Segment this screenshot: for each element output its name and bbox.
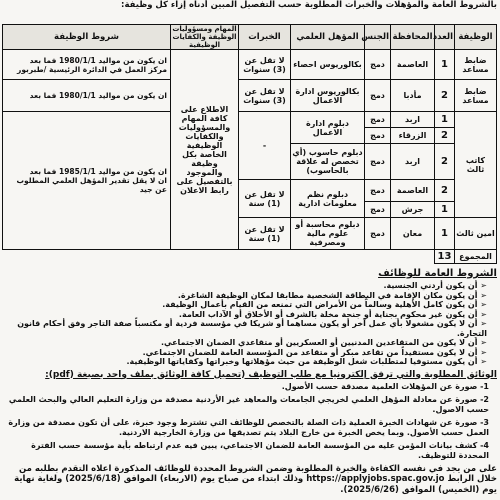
- header-conditions: شروط الوظيفة: [3, 25, 171, 50]
- list-item: 1- صورة عن المؤهلات العلمية مصدقة حسب الأصول.: [281, 381, 489, 391]
- list-item: ➢ أن يكون أردني الجنسية.: [3, 281, 487, 291]
- job-cell: امين ثالث: [455, 218, 497, 250]
- condition-cell: ان يكون من مواليد 1980/1/1 فما بعد: [3, 80, 171, 112]
- gender-cell: دمج: [365, 144, 391, 180]
- intro-text: بالشروط العامة والمؤهلات والخبرات المطلوبة حسب التفصيل المبين أدناه إزاء كل وظيفة:: [121, 0, 497, 10]
- table-header-row: [3, 25, 497, 50]
- application-instructions: على من يجد في نفسه الكفاءة والخبرة المطلوبة وضمن الشروط المحددة للوظائف المذكورة اعلاه التقدم بطلبه من خلال الرابط https://applyjobs.spac.gov.jo وذلك ابتداء من صباح يوم (الاربعاء) الموافق (2025/6/18) ولغاية نهاية يوم (الخميس) الموافق (2025/6/26).: [14, 463, 497, 495]
- header-gender: الجنس: [365, 25, 391, 50]
- experience-cell: لا تقل عن (1) سنة: [239, 180, 291, 218]
- general-conditions-title: الشروط العامة للوظائف: [378, 268, 497, 279]
- gender-cell: دمج: [365, 202, 391, 218]
- list-item: ➢ أن يكون مستوفيا لمتطلبات شغل الوظيفة من حيث مؤهلاتها وخبراتها وكفاياتها الوظيفية.: [3, 357, 487, 367]
- count-cell: 1: [435, 112, 455, 128]
- table-row: [3, 112, 497, 128]
- job-cell: ضابط مساعد: [455, 50, 497, 80]
- total-value: 13: [435, 250, 455, 264]
- header-tasks: المهام ومسؤوليات الوظيفة والكفايات الوظيفية: [172, 25, 237, 49]
- gender-cell: دمج: [365, 80, 391, 112]
- header-experience: الخبرات: [239, 25, 291, 50]
- header-qualification: المؤهل العلمي: [291, 25, 365, 50]
- documents-title: الوثائق المطلوبة والتي ترفق إلكترونيا مع طلب التوظيف (تحميل كافة الوثائق بملف واحد بصيغة (pdf):: [45, 369, 497, 380]
- count-cell: 2: [435, 128, 455, 144]
- list-item: ➢ أن يكون غير محكوم بجناية أو جنحة مخلة بالشرف أو الأخلاق أو الآداب العامة.: [3, 310, 487, 320]
- count-cell: 1: [435, 50, 455, 80]
- experience-cell: لا تقل عن (3) سنوات: [239, 80, 291, 112]
- jobs-table: [2, 24, 497, 264]
- count-cell: 2: [435, 80, 455, 112]
- governorate-cell: العاصمة: [391, 180, 435, 202]
- gender-cell: دمج: [365, 128, 391, 144]
- job-cell: كاتب ثالث: [455, 112, 497, 218]
- gender-cell: دمج: [365, 50, 391, 80]
- header-count: العدد: [435, 25, 455, 50]
- count-cell: 1: [435, 202, 455, 218]
- condition-cell: ان يكون من مواليد 1980/1/1 فما بعد مركز العمل في الدائرة الرئيسية /طبربور: [3, 50, 171, 80]
- count-cell: 2: [435, 180, 455, 202]
- qualification-cell: دبلوم ادارة الاعمال: [291, 112, 365, 144]
- governorate-cell: مأدبا: [391, 80, 435, 112]
- governorate-cell: جرش: [391, 202, 435, 218]
- governorate-cell: الزرقاء: [391, 128, 435, 144]
- tasks-cell: الاطلاع على كافة المهام والمسؤوليات والكفايات الوظيفية الخاصة بكل وظيفة والموجود بالتفصيل على رابط الاعلان: [171, 50, 239, 250]
- header-job: الوظيفة: [455, 25, 497, 50]
- governorate-cell: اربد: [391, 144, 435, 180]
- experience-cell: لا تقل عن (1) سنة: [239, 218, 291, 250]
- list-item: ➢ أن لا يكون من المتقاعدين المدنيين أو العسكريين أو متقاعدي الضمان الاجتماعي.: [3, 338, 487, 348]
- list-item: 4- كشف بيانات المؤمن عليه من المؤسسة العامة للضمان الاجتماعي، يبين فيه عدم ارتباطه بأية مؤسسة حسب الفترة المحددة للتوظيف.: [31, 440, 489, 460]
- qualification-cell: بكالوريوس ادارة الاعمال: [291, 80, 365, 112]
- gender-cell: دمج: [365, 180, 391, 202]
- general-conditions-list: [3, 281, 497, 367]
- list-item: ➢ أن لا يكون مستفيداً من تقاعد مبكر أو متقاعد من المؤسسة العامة للضمان الاجتماعي.: [3, 348, 487, 358]
- qualification-cell: دبلوم نظم معلومات ادارية: [291, 180, 365, 218]
- qualification-cell: دبلوم حاسوب (أي تخصص له علاقة بالحاسوب): [291, 144, 365, 180]
- gender-cell: دمج: [365, 112, 391, 128]
- gender-cell: دمج: [365, 218, 391, 250]
- count-cell: 1: [435, 218, 455, 250]
- qualification-cell: دبلوم محاسبة أو علوم مالية ومصرفية: [291, 218, 365, 250]
- governorate-cell: اربد: [391, 112, 435, 128]
- header-governorate: المحافظة: [391, 25, 435, 50]
- governorate-cell: معان: [391, 218, 435, 250]
- documents-list: [3, 382, 497, 461]
- total-row: [3, 250, 497, 264]
- governorate-cell: العاصمة: [391, 50, 435, 80]
- condition-cell: ان يكون من مواليد 1985/1/1 فما بعد ان لا يقل تقدير المؤهل العلمي المطلوب عن جيد: [3, 112, 171, 250]
- total-label: المجموع: [455, 250, 497, 264]
- experience-cell: -: [239, 112, 291, 180]
- job-cell: ضابط مساعد: [455, 80, 497, 112]
- table-row: [3, 80, 497, 112]
- list-item: ➢ أن يكون مكان الإقامة في البطاقة الشخصية مطابقا لمكان الوظيفة الشاغرة.: [3, 291, 487, 301]
- count-cell: 2: [435, 144, 455, 180]
- experience-cell: لا تقل عن (3) سنوات: [239, 50, 291, 80]
- list-item: 2- صورة عن معادلة المؤهل العلمي لخريجي الجامعات والمعاهد غير الأردنية مصدقة من وزارة التعليم العالي والبحث العلمي حسب الاصول.: [8, 394, 489, 414]
- qualification-cell: بكالوريوس احصاء: [291, 50, 365, 80]
- list-item: 3- صورة عن شهادات الخبرة العملية ذات الصلة بالتخصص للوظائف التي تشترط وجود خبرة، على أن تكون مصدقة من وزارة العمل حسب الأصول. وبما يخص الخبرة من خارج البلاد يتم تصديقها من وزارة الخارجية الاردنية.: [8, 417, 489, 437]
- list-item: ➢ أن يكون كامل الأهلية وسالماً من الأمراض التي تمنعه من القيام بأعمال الوظيفة.: [3, 300, 487, 310]
- table-row: [3, 50, 497, 80]
- list-item: ➢ أن لا يكون مشغولا بأي عمل آخر أو يكون مساهما أو شريكا في مؤسسة فردية أو مكتسباً صفة التاجر وفق أحكام قانون التجارة.: [3, 319, 487, 338]
